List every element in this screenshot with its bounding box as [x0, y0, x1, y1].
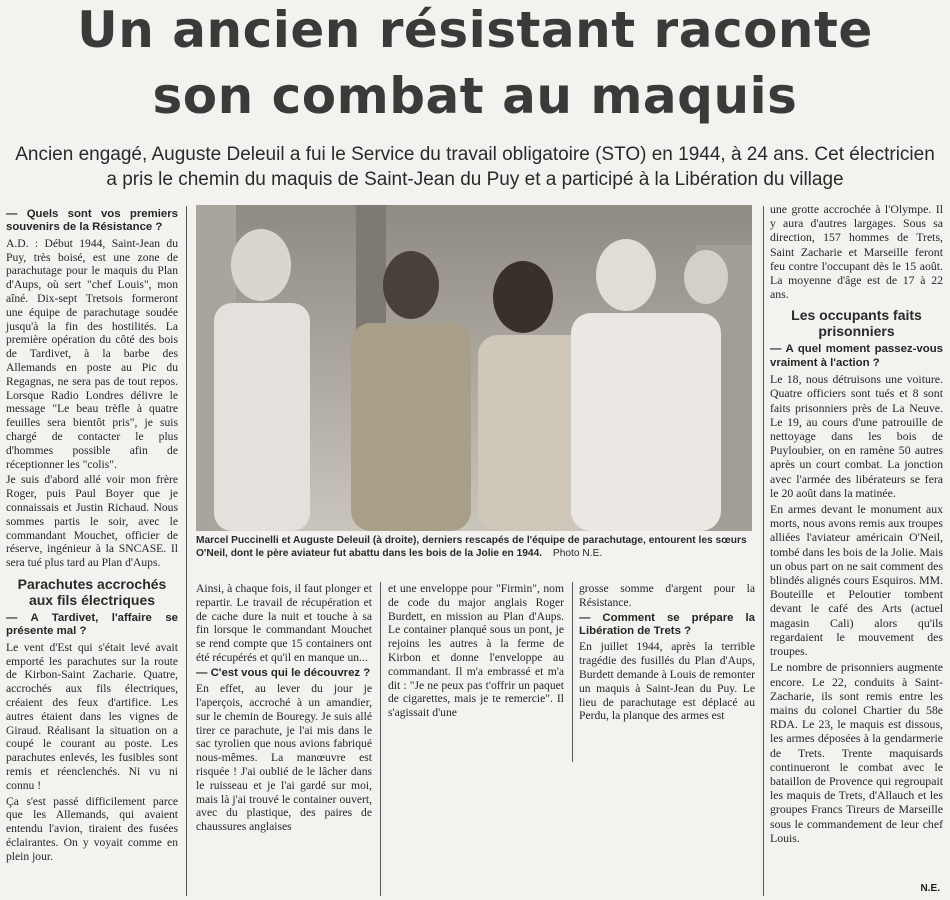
- answer-paragraph: une grotte accrochée à l'Olympe. Il y aura d'autres largages. Sous sa direction, 157 hommes de Trets, Saint Zacharie et Marseille feront feu contre l'occupant dès le 15 août. La moyenne d'âge est de 17 à 22 ans.: [770, 202, 943, 302]
- photo-caption: [196, 535, 752, 560]
- answer-paragraph: Le vent d'Est qui s'était levé avait emporté les parachutes sur la route de Kirbon-Saint Zacharie. Quatre, accrochés aux fils électriques, créaient des feux d'artifice. Les autres étaient dans les vignes de Giraud. Réalisant la situation on a coupé le courant au poste. Les parachutes enlevés, les fusibles sont remis et réenclenchés. Ni vu ni connu !: [6, 640, 178, 792]
- answer-paragraph: grosse somme d'argent pour la Résistance.: [579, 582, 755, 609]
- subheading-occupants: Les occupants faits prisonniers: [791, 307, 922, 340]
- headline-line-2: son combat au maquis: [152, 67, 798, 125]
- answer-paragraph: Ainsi, à chaque fois, il faut plonger et repartir. Le travail de récupération et de cache dure la nuit et touche à sa fin lorsque le commandant Mouchet se rend compte que 15 containers ont été récupérés et qu'il en manque un...: [196, 582, 372, 664]
- answer-paragraph: En armes devant le monument aux morts, nous avons remis aux troupes alliées l'aviateur américain O'Neil, tombé dans les bois de la Jolie. Mais un obus part on ne sait comment des blindés alignés cours Esquiros. MM. Bouteille et Peloutier tombent devant le café des Arts (actuel magasin Cali) alors qu'ils regardaient le mouvement des troupes.: [770, 502, 944, 659]
- photo-illustration: [196, 205, 752, 531]
- answer-paragraph: A.D. : Début 1944, Saint-Jean du Puy, très boisé, est une zone de parachutage pour le maquis du Plan d'Aups, où sert "chef Louis", mon aîné. Dix-sept Tretsois formeront une équipe de parachutage soudée jusqu'à la fin des hostilités. La première opération du côté des bois de Tardivet, à la barbe des Allemands en poste au Pic du Regagnas, ne sera pas de tout repos. Lorsque Radio Londres délivre le message "Le beau trèfle à quatre feuilles sera bientôt pris", je suis chargé de contacter le plus d'hommes possible afin de réceptionner les "colis".: [6, 236, 178, 471]
- question-first-memories: — Quels sont vos premiers souvenirs de la Résistance ?: [6, 208, 178, 235]
- answer-paragraph: En juillet 1944, après la terrible tragédie des fusillés du Plan d'Aups, Burdett demande à Louis de remonter un maquis à Saint-Jean du Puy. Le lieu de parachutage est déplacé au Perdu, la planque des armes est: [579, 640, 755, 723]
- photo-credit: Photo N.E.: [552, 547, 603, 559]
- column-1: [6, 206, 178, 866]
- column-4: [579, 582, 755, 725]
- subheading-parachutes: Parachutes accrochés aux fils électriques: [17, 575, 167, 608]
- column-rule: [186, 206, 187, 896]
- answer-paragraph: Ça s'est passé difficilement parce que les Allemands, qui avaient entendu l'avion, tiraient des fusées éclairantes. On y voyait comme en plein jour.: [6, 794, 178, 863]
- answer-paragraph: En effet, au lever du jour je l'aperçois, accroché à un amandier, sur le chemin de Bouregy. Je suis allé tirer ce parachute, je l'ai mis dans le sac tyrolien que nous avions fabriqué nous-mêmes. La manœuvre est risquée ! J'ai oublié de le lâcher dans le ruisseau et je l'ai gardé sur moi, mais là j'ai trouvé le container ouvert, avec du plastique, des paires de chaussures anglaises: [196, 682, 372, 834]
- answer-paragraph: et une enveloppe pour "Firmin", nom de code du major anglais Roger Burdett, en mission au Plan d'Aups. Le container planqué sous un pont, je rejoins les autres à la ferme de Kirbon et donne l'enveloppe au commandant. Il m'a embrassé et m'a dit : "Je ne peux pas t'offrir un paquet de cigarettes, mais je te remercie". Il s'agissait d'une: [388, 582, 564, 720]
- answer-paragraph: Je suis d'abord allé voir mon frère Roger, puis Paul Boyer que je connaissais et Justin Richaud. Nous sommes partis le soir, avec le commandant Mouchet, officier de réserve, ingénieur à la SNCASE. Il sera tué plus tard au Plan d'Aups.: [6, 473, 178, 570]
- caption-text: Marcel Puccinelli et Auguste Deleuil (à droite), derniers rescapés de l'équipe de parachutage, entourent les sœurs O'Neil, dont le père aviateur fut abattu dans les bois de la Jolie en 1944.: [196, 535, 747, 559]
- column-rule: [572, 582, 573, 762]
- article-deck: Ancien engagé, Auguste Deleuil a fui le Service du travail obligatoire (STO) en 1944, à 24 ans. Cet électricien a pris le chemin du maquis de Saint-Jean du Puy et a participé à la Libération du village: [15, 144, 935, 190]
- column-rule: [763, 206, 764, 896]
- column-5: [770, 202, 943, 847]
- question-tardivet: — A Tardivet, l'affaire se présente mal ?: [6, 612, 178, 639]
- answer-paragraph: Le nombre de prisonniers augmente encore. Le 22, conduits à Saint-Zacharie, ils sont remis entre les mains du colonel Chartier du 58e RDA. Le 23, le maquis est dissous, les armes déposées à la gendarmerie de Trets. Trente maquisards continueront le combat avec le bataillon de Provence qui regroupait les maquis de Trets, d'Allauch et les groupes Francs Tireurs de Marseille sous le commandement de leur chef Louis.: [770, 660, 943, 845]
- question-discovery: — C'est vous qui le découvrez ?: [196, 667, 372, 680]
- question-liberation: — Comment se prépare la Libération de Trets ?: [579, 612, 755, 639]
- question-action: — A quel moment passez-vous vraiment à l'action ?: [770, 343, 943, 370]
- author-signature: N.E.: [920, 883, 940, 894]
- column-3: [388, 582, 564, 722]
- column-rule: [380, 582, 381, 896]
- column-2: [196, 582, 372, 836]
- article-photo: [196, 205, 752, 531]
- headline-line-1: Un ancien résistant raconte: [77, 1, 873, 59]
- answer-paragraph: Le 18, nous détruisons une voiture. Quatre officiers sont tués et 8 sont faits prisonniers près de La Neuve. Le 19, au cours d'une patrouille de nettoyage dans les bois de Puyloubier, on en ramène 50 autres après un court combat. La jonction avec l'armée des libérateurs se fera le 20 août dans la matinée.: [770, 372, 943, 500]
